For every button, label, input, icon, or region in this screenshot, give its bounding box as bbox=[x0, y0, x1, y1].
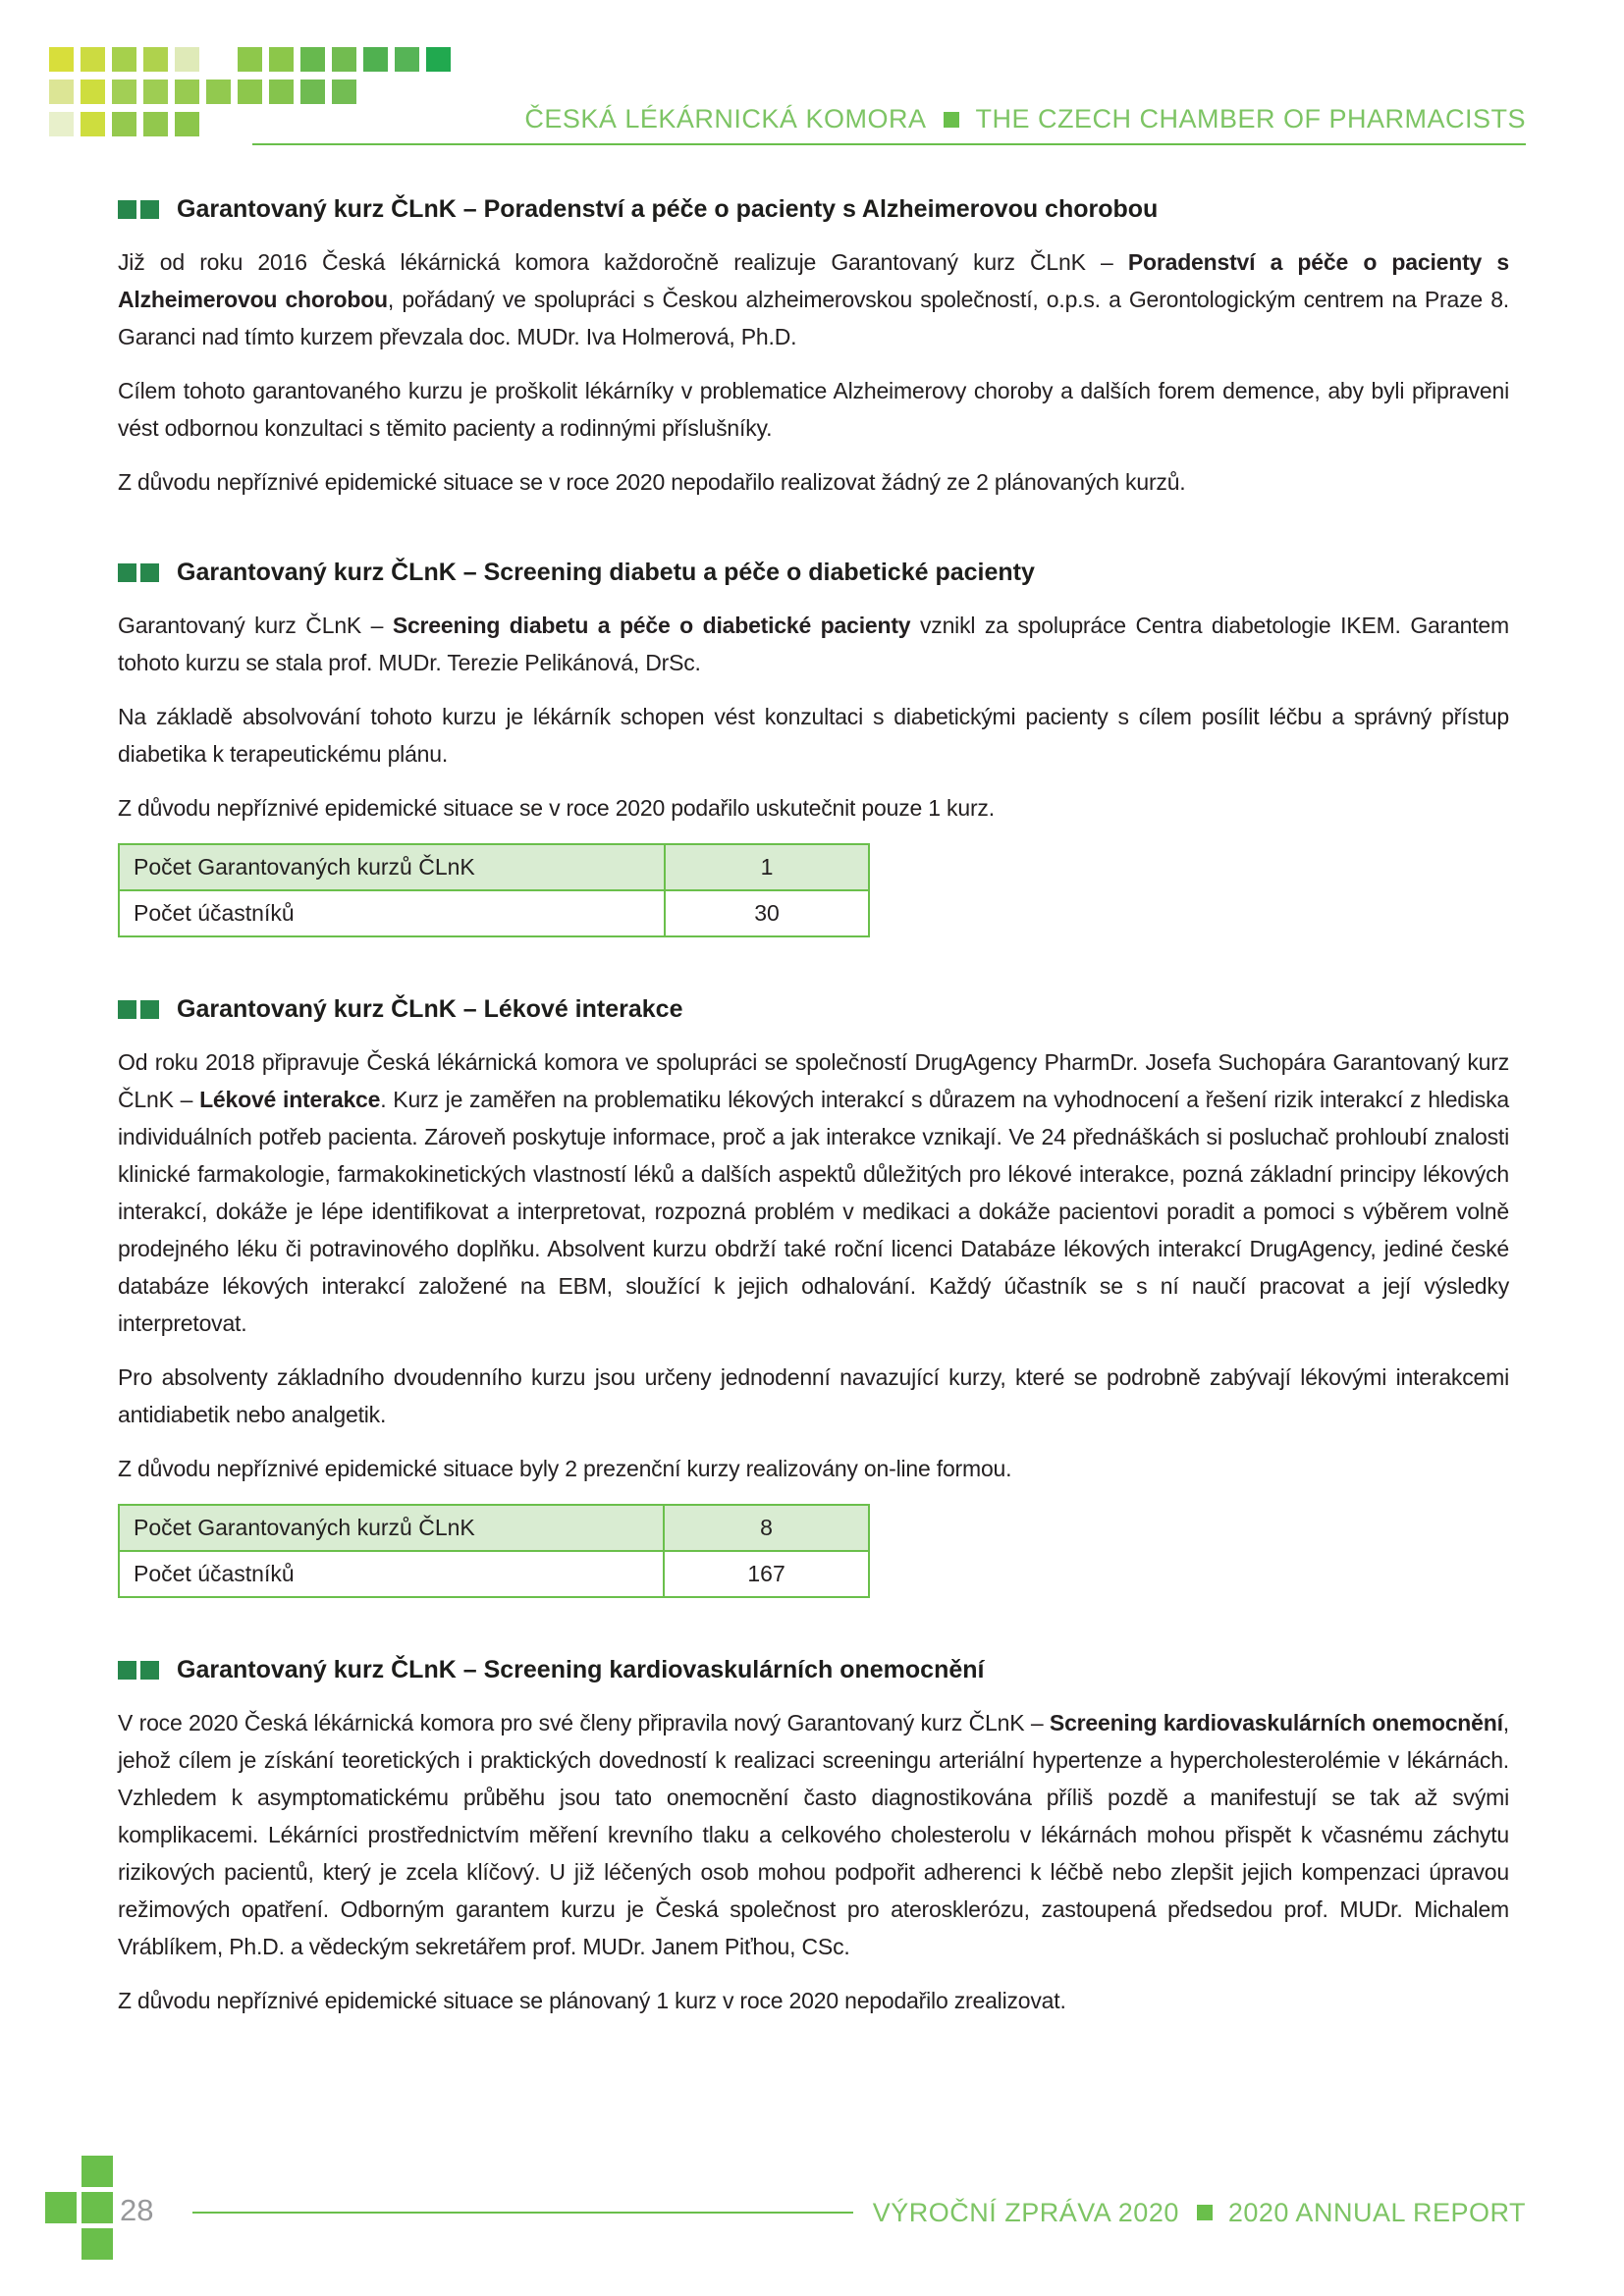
section-heading bbox=[118, 1655, 1509, 1684]
paragraph: Pro absolventy základního dvoudenního kurzu jsou určeny jednodenní navazující kurzy, které se podrobně zabývají lékovými interakcemi antidiabetik nebo analgetik. bbox=[118, 1364, 1509, 1427]
paragraph: Od roku 2018 připravuje Česká lékárnická komora ve spolupráci se společností DrugAgency PharmDr. Josefa Suchopára Garantovaný kurz ČLnK – Lékové interakce. Kurz je zaměřen na problematiku lékových interakcí s důrazem na vyhodnocení a řešení rizik interakcí z hlediska individuálních potřeb pacienta. Zároveň poskytuje informace, proč a jak interakce vznikají. Ve 24 přednáškách si posluchač prohloubí znalosti klinické farmakologie, farmakokinetických vlastností léků a dalších aspektů důležitých pro lékové interakce, pozná základní principy lékových interakcí, dokáže je lépe identifikovat a interpretovat, rozpozná problém v medikaci a dokáže pacientovi poradit a pomoci s výběrem volně prodejného léku či potravinového doplňku. Absolvent kurzu obdrží také roční licenci Databáze lékových interakcí DrugAgency, jediné české databáze lékových interakcí založené na EBM, sloužící k jejich odhalování. Každý účastník se s ní naučí pracovat a její výsledky interpretovat. bbox=[118, 1049, 1509, 1336]
paragraph: Na základě absolvování tohoto kurzu je lékárník schopen vést konzultaci s diabetickými pacienty s cílem posílit léčbu a správný přístup diabetika k terapeutickému plánu. bbox=[118, 704, 1509, 767]
table-row bbox=[119, 1505, 869, 1551]
clnk-mosaic-logo bbox=[49, 47, 511, 140]
section-heading bbox=[118, 558, 1509, 587]
courses-table-interactions bbox=[118, 1504, 870, 1598]
paragraph: Z důvodu nepříznivé epidemické situace byly 2 prezenční kurzy realizovány on-line formou. bbox=[118, 1456, 1012, 1481]
section-title: Garantovaný kurz ČLnK – Poradenství a péče o pacienty s Alzheimerovou chorobou bbox=[177, 195, 1159, 223]
header-title bbox=[524, 104, 1526, 134]
section-heading bbox=[118, 994, 1509, 1024]
table-cell-value: 30 bbox=[665, 890, 869, 936]
table-cell-value: 8 bbox=[664, 1505, 869, 1551]
section-heading bbox=[118, 194, 1509, 224]
section-title: Garantovaný kurz ČLnK – Screening kardiovaskulárních onemocnění bbox=[177, 1656, 985, 1683]
heading-squares-icon bbox=[118, 1000, 159, 1019]
section-cardiovascular bbox=[118, 1655, 1509, 2019]
header-title-en: THE CZECH CHAMBER OF PHARMACISTS bbox=[975, 104, 1526, 133]
footer-row bbox=[192, 2191, 1526, 2234]
heading-squares-icon bbox=[118, 1661, 159, 1680]
paragraph: Již od roku 2016 Česká lékárnická komora každoročně realizuje Garantovaný kurz ČLnK – Poradenství a péče o pacienty s Alzheimerovou chorobou, pořádaný ve spolupráci s Českou alzheimerovskou společností, o.p.s. a Gerontologickým centrem na Praze 8. Garanci nad tímto kurzem převzala doc. MUDr. Iva Holmerová, Ph.D. bbox=[118, 249, 1509, 349]
header-rule bbox=[252, 143, 1526, 145]
footer-title-en: 2020 ANNUAL REPORT bbox=[1227, 2197, 1526, 2227]
paragraph: Cílem tohoto garantovaného kurzu je proškolit lékárníky v problematice Alzheimerovy choroby a dalších forem demence, aby byli připraveni vést odbornou konzultaci s těmito pacienty a rodinnými příslušníky. bbox=[118, 378, 1509, 441]
heading-squares-icon bbox=[118, 200, 159, 219]
table-cell-label: Počet Garantovaných kurzů ČLnK bbox=[119, 1505, 664, 1551]
table-cell-value: 167 bbox=[664, 1551, 869, 1597]
section-title: Garantovaný kurz ČLnK – Screening diabetu a péče o diabetické pacienty bbox=[177, 559, 1035, 586]
paragraph: Garantovaný kurz ČLnK – Screening diabetu a péče o diabetické pacienty vznikl za spolupráce Centra diabetologie IKEM. Garantem tohoto kurzu se stala prof. MUDr. Terezie Pelikánová, DrSc. bbox=[118, 613, 1509, 675]
courses-table-diabetes bbox=[118, 843, 870, 937]
footer-rule bbox=[192, 2212, 853, 2214]
table-cell-label: Počet účastníků bbox=[119, 1551, 664, 1597]
heading-squares-icon bbox=[118, 563, 159, 582]
paragraph: Z důvodu nepříznivé epidemické situace se plánovaný 1 kurz v roce 2020 nepodařilo zrealizovat. bbox=[118, 1988, 1066, 2013]
paragraph: Z důvodu nepříznivé epidemické situace se v roce 2020 nepodařilo realizovat žádný ze 2 plánovaných kurzů. bbox=[118, 469, 1186, 495]
table-row bbox=[119, 844, 869, 890]
page-content bbox=[118, 194, 1509, 2076]
paragraph: V roce 2020 Česká lékárnická komora pro své členy připravila nový Garantovaný kurz ČLnK – Screening kardiovaskulárních onemocnění, jehož cílem je získání teoretických i praktických dovedností k realizaci screeningu arteriální hypertenze a hypercholesterolémie v lékárnách. Vzhledem k asymptomatickému průběhu jsou tato onemocnění často diagnostikována příliš pozdě a manifestují se tak až svými komplikacemi. Lékárníci prostřednictvím měření krevního tlaku a celkového cholesterolu v lékárnách mohou přispět k včasnému záchytu rizikových pacientů, který je zcela klíčový. U již léčených osob mohou podpořit adherenci k léčbě nebo zlepšit jejich kompenzaci úpravou režimových opatření. Odborným garantem kurzu je Česká společnost pro aterosklerózu, zastoupená předsedou prof. MUDr. Michalem Vráblíkem, Ph.D. a vědeckým sekretářem prof. MUDr. Janem Piťhou, CSc. bbox=[118, 1710, 1509, 1959]
footer-title bbox=[873, 2198, 1526, 2228]
section-title: Garantovaný kurz ČLnK – Lékové interakce bbox=[177, 995, 683, 1023]
section-alzheimer bbox=[118, 194, 1509, 501]
paragraph: Z důvodu nepříznivé epidemické situace se v roce 2020 podařilo uskutečnit pouze 1 kurz. bbox=[118, 795, 995, 821]
table-cell-label: Počet Garantovaných kurzů ČLnK bbox=[119, 844, 665, 890]
table-cell-value: 1 bbox=[665, 844, 869, 890]
square-separator-icon bbox=[944, 112, 959, 128]
page-number: 28 bbox=[120, 2193, 154, 2227]
table-row bbox=[119, 1551, 869, 1597]
table-row bbox=[119, 890, 869, 936]
footer-title-cs: VÝROČNÍ ZPRÁVA 2020 bbox=[872, 2197, 1179, 2227]
table-cell-label: Počet účastníků bbox=[119, 890, 665, 936]
square-separator-icon bbox=[1197, 2205, 1213, 2220]
section-diabetes bbox=[118, 558, 1509, 937]
header-title-cs: ČESKÁ LÉKÁRNICKÁ KOMORA bbox=[524, 104, 927, 133]
section-drug-interactions bbox=[118, 994, 1509, 1598]
